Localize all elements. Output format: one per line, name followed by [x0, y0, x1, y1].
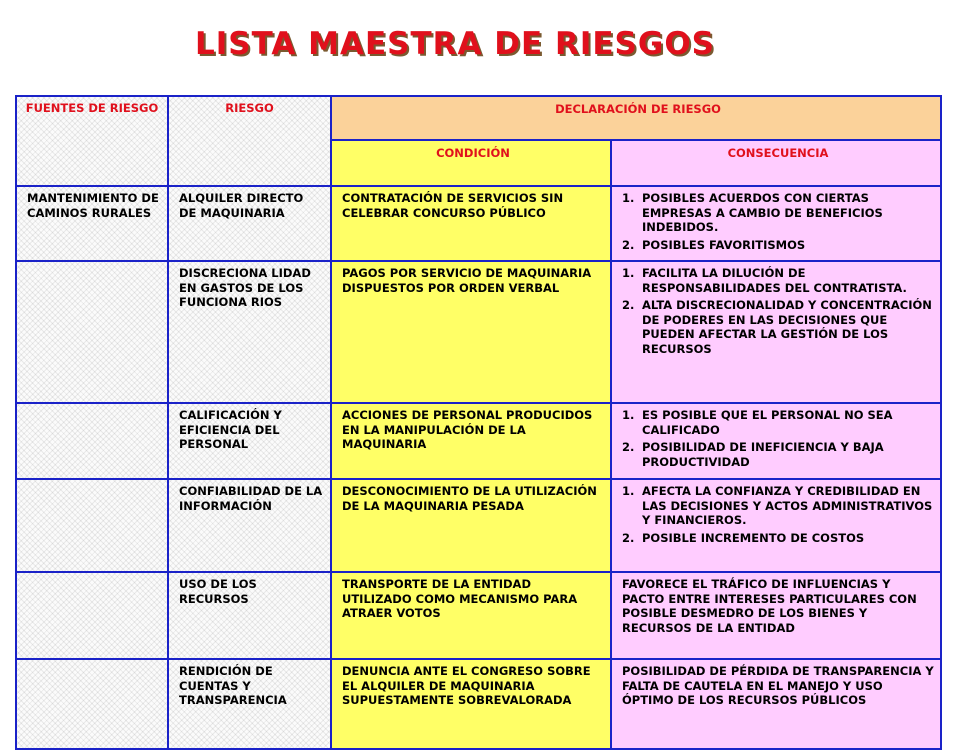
- list-item: [622, 298, 934, 356]
- cell-consecuencia: POSIBILIDAD DE PÉRDIDA DE TRANSPARENCIA Y FALTA DE CAUTELA EN EL MANEJO Y USO ÓPTIMO DE LOS RECURSOS PÚBLICOS: [611, 659, 941, 749]
- risk-table: [15, 95, 942, 750]
- list-item-number: 1.: [622, 408, 635, 422]
- header-condicion: CONDICIÓN: [331, 140, 611, 186]
- list-item: [622, 238, 934, 253]
- page-title: LISTA MAESTRA DE RIESGOS: [194, 26, 715, 62]
- list-item-number: 2.: [622, 298, 635, 312]
- list-item: [622, 531, 934, 546]
- consecuencia-list: [622, 484, 934, 545]
- consecuencia-list: [622, 266, 934, 356]
- table-row: [16, 261, 941, 403]
- list-item-number: 1.: [622, 191, 635, 205]
- header-declaracion: DECLARACIÓN DE RIESGO: [331, 96, 941, 140]
- consecuencia-list: [622, 408, 934, 469]
- header-row: [16, 96, 941, 140]
- list-item-text: ES POSIBLE QUE EL PERSONAL NO SEA CALIFICADO: [642, 408, 893, 437]
- cell-fuente: [16, 403, 168, 479]
- list-item: [622, 191, 934, 235]
- list-item: [622, 484, 934, 528]
- list-item-text: POSIBILIDAD DE INEFICIENCIA Y BAJA PRODUCTIVIDAD: [642, 440, 884, 469]
- list-item-text: AFECTA LA CONFIANZA Y CREDIBILIDAD EN LAS DECISIONES Y ACTOS ADMINISTRATIVOS Y FINANCIEROS.: [642, 484, 933, 527]
- cell-condicion: TRANSPORTE DE LA ENTIDAD UTILIZADO COMO MECANISMO PARA ATRAER VOTOS: [331, 572, 611, 659]
- cell-riesgo: DISCRECIONA LIDAD EN GASTOS DE LOS FUNCIONA RIOS: [168, 261, 331, 403]
- list-item: [622, 440, 934, 469]
- list-item-number: 2.: [622, 440, 635, 454]
- list-item: [622, 408, 934, 437]
- cell-consecuencia: [611, 403, 941, 479]
- list-item-text: POSIBLES FAVORITISMOS: [642, 237, 806, 252]
- header-consecuencia: CONSECUENCIA: [611, 140, 941, 186]
- cell-riesgo: CONFIABILIDAD DE LA INFORMACIÓN: [168, 479, 331, 572]
- cell-fuente: MANTENIMIENTO DE CAMINOS RURALES: [16, 186, 168, 261]
- cell-consecuencia: [611, 186, 941, 261]
- list-item: [622, 266, 934, 295]
- table-row: [16, 403, 941, 479]
- table-row: [16, 659, 941, 749]
- cell-consecuencia: [611, 261, 941, 403]
- cell-condicion: PAGOS POR SERVICIO DE MAQUINARIA DISPUESTOS POR ORDEN VERBAL: [331, 261, 611, 403]
- list-item-text: FACILITA LA DILUCIÓN DE RESPONSABILIDADES DEL CONTRATISTA.: [642, 266, 907, 295]
- cell-consecuencia: FAVORECE EL TRÁFICO DE INFLUENCIAS Y PACTO ENTRE INTERESES PARTICULARES CON POSIBLE DESMEDRO DE LOS BIENES Y RECURSOS DE LA ENTIDAD: [611, 572, 941, 659]
- cell-riesgo: CALIFICACIÓN Y EFICIENCIA DEL PERSONAL: [168, 403, 331, 479]
- consecuencia-list: [622, 191, 934, 252]
- cell-riesgo: RENDICIÓN DE CUENTAS Y TRANSPARENCIA: [168, 659, 331, 749]
- list-item-number: 2.: [622, 237, 635, 252]
- cell-condicion: DENUNCIA ANTE EL CONGRESO SOBRE EL ALQUILER DE MAQUINARIA SUPUESTAMENTE SOBREVALORADA: [331, 659, 611, 749]
- cell-fuente: [16, 659, 168, 749]
- cell-fuente: [16, 261, 168, 403]
- cell-condicion: ACCIONES DE PERSONAL PRODUCIDOS EN LA MANIPULACIÓN DE LA MAQUINARIA: [331, 403, 611, 479]
- cell-condicion: CONTRATACIÓN DE SERVICIOS SIN CELEBRAR CONCURSO PÚBLICO: [331, 186, 611, 261]
- table-row: [16, 186, 941, 261]
- list-item-text: POSIBLE INCREMENTO DE COSTOS: [642, 530, 865, 545]
- list-item-text: ALTA DISCRECIONALIDAD Y CONCENTRACIÓN DE PODERES EN LAS DECISIONES QUE PUEDEN AFECTAR LA GESTIÓN DE LOS RECURSOS: [642, 298, 932, 356]
- list-item-text: POSIBLES ACUERDOS CON CIERTAS EMPRESAS A CAMBIO DE BENEFICIOS INDEBIDOS.: [642, 191, 883, 234]
- cell-condicion: DESCONOCIMIENTO DE LA UTILIZACIÓN DE LA MAQUINARIA PESADA: [331, 479, 611, 572]
- table-row: [16, 572, 941, 659]
- list-item-number: 1.: [622, 484, 635, 498]
- cell-riesgo: USO DE LOS RECURSOS: [168, 572, 331, 659]
- header-riesgo: RIESGO: [168, 96, 331, 186]
- cell-fuente: [16, 572, 168, 659]
- cell-consecuencia: [611, 479, 941, 572]
- list-item-number: 1.: [622, 266, 635, 280]
- cell-fuente: [16, 479, 168, 572]
- table-row: [16, 479, 941, 572]
- header-fuentes: FUENTES DE RIESGO: [16, 96, 168, 186]
- cell-riesgo: ALQUILER DIRECTO DE MAQUINARIA: [168, 186, 331, 261]
- list-item-number: 2.: [622, 530, 635, 545]
